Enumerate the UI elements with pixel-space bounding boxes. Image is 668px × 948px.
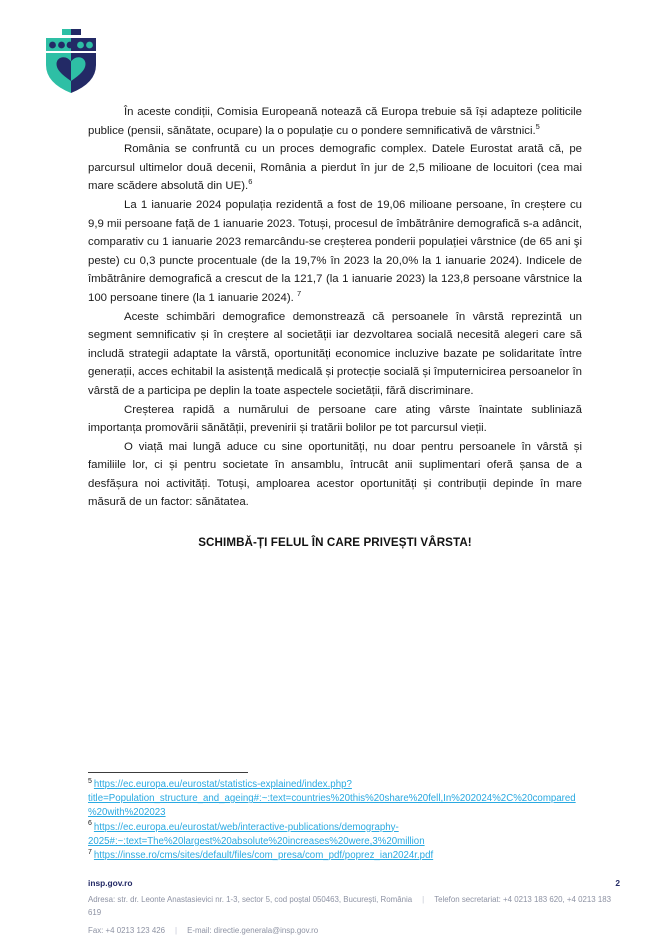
footnote-number: 5 — [88, 777, 92, 785]
paragraph-text: Aceste schimbări demografice demonstrează că persoanele în vârstă reprezintă un segment semnificativ și în creștere al societății iar dezvoltarea socială necesită alegeri care să includă strategii adaptate la vârstă, oportunități economice incluzive bazate pe solidaritate între generații, acces echitabil la asistență medicală și protecție socială și împuternicirea persoanelor în vârstă de a participa pe deplin la toate aspectele societății, fără discriminare. — [88, 310, 582, 397]
paragraph-text: În aceste condiții, Comisia Europeană notează că Europa trebuie să își adapteze politicile publice (pensii, sănătate, ocupare) la o populație cu o pondere semnificativă de vârstnici. — [88, 106, 582, 137]
footnote-link-insse-pdf[interactable]: https://insse.ro/cms/sites/default/files/com_presa/com_pdf/poprez_ian2024r.pdf — [93, 850, 434, 862]
campaign-heading: SCHIMBĂ-ȚI FELUL ÎN CARE PRIVEȘTI VÂRSTA! — [198, 536, 472, 550]
page-footer — [88, 878, 620, 938]
footer-website: insp.gov.ro — [88, 878, 133, 888]
paragraph-population-2024 — [88, 196, 582, 308]
footnote-link-eurostat-demography[interactable]: https://ec.europa.eu/eurostat/web/interactive-publications/demography-2025#:~:text=The%20largest%20absolute%20increases%20were,3%20million — [88, 821, 425, 847]
paragraph-text: Creșterea rapidă a numărului de persoane care ating vârste înaintate subliniază importanța promovării sănătății, prevenirii și tratării bolilor pe tot parcursul vieții. — [88, 403, 582, 435]
footnote-ref-5: 5 — [535, 121, 540, 131]
footnote-6 — [88, 821, 582, 849]
paragraph-romania-demographics — [88, 140, 582, 196]
footer-email: E-mail: directie.generala@insp.gov.ro — [187, 926, 319, 935]
footer-divider: | — [175, 926, 178, 935]
footnote-number: 7 — [88, 848, 92, 856]
paragraph-text: O viață mai lungă aduce cu sine oportunități, nu doar pentru persoanele în vârstă și familiile lor, ci și pentru societate în ansamblu, întrucât anii suplimentari oferă șansa de a desfășura noi activități. Totuși, amploarea acestor oportunități și contribuții depinde în mare măsură de un factor: sănătatea. — [88, 440, 582, 509]
footer-phone: Telefon secretariat: +4 0213 183 620, +4 0213 183 619 — [88, 895, 612, 917]
footnote-ref-7: 7 — [296, 289, 302, 299]
footnote-7 — [88, 849, 582, 863]
footnotes-section — [88, 772, 582, 863]
document-body — [88, 103, 582, 549]
paragraph-text: România se confruntă cu un proces demografic complex. Datele Eurostat arată că, pe parcursul ultimelor două decenii, România a pierdut în jur de 2,5 milioane de locuitori (cea mai mare scădere absolută din UE). — [88, 143, 582, 193]
footer-fax: Fax: +4 0213 123 426 — [88, 926, 165, 935]
footnote-5 — [88, 778, 582, 821]
paragraph-social-development — [88, 308, 582, 401]
page-number: 2 — [615, 878, 620, 888]
shield-heart-icon — [42, 29, 100, 95]
footer-divider: | — [422, 895, 425, 904]
footnote-link-eurostat-statistics[interactable]: https://ec.europa.eu/eurostat/statistics-explained/index.php?title=Population_structure_and_ageing#:~:text=countries%20this%20share%20fell,In%202024%2C%20compared%20with%202023 — [88, 779, 576, 819]
footnote-ref-6: 6 — [248, 177, 253, 187]
paragraph-health-promotion — [88, 401, 582, 438]
paragraph-longer-life — [88, 438, 582, 512]
footer-contact-line — [88, 925, 620, 938]
footer-address-line — [88, 894, 620, 919]
footnote-number: 6 — [88, 820, 92, 828]
insp-shield-logo — [42, 29, 100, 95]
footer-address: Adresa: str. dr. Leonte Anastasievici nr. 1-3, sector 5, cod poștal 050463, București, România — [88, 895, 413, 904]
paragraph-text: La 1 ianuarie 2024 populația rezidentă a fost de 19,06 milioane persoane, în creștere cu 9,9 mii persoane față de 1 ianuarie 2023. Totuși, procesul de îmbătrânire demografică s-a adâncit, comparativ cu 1 ianuarie 2023 remarcându-se creșterea ponderii populației vârstnice (de 65 ani şi peste) cu 0,3 puncte procentuale (de la 19,7% în 2023 la 20,0% la 1 ianuarie 2024). Indicele de îmbătrânire demografică a crescut de la 121,7 (la 1 ianuarie 2023) la 123,8 persoane vârstnice la 100 persoane tinere (la 1 ianuarie 2024). — [88, 198, 582, 304]
paragraph-eu-policies — [88, 103, 582, 140]
footnote-separator-line — [88, 772, 248, 773]
